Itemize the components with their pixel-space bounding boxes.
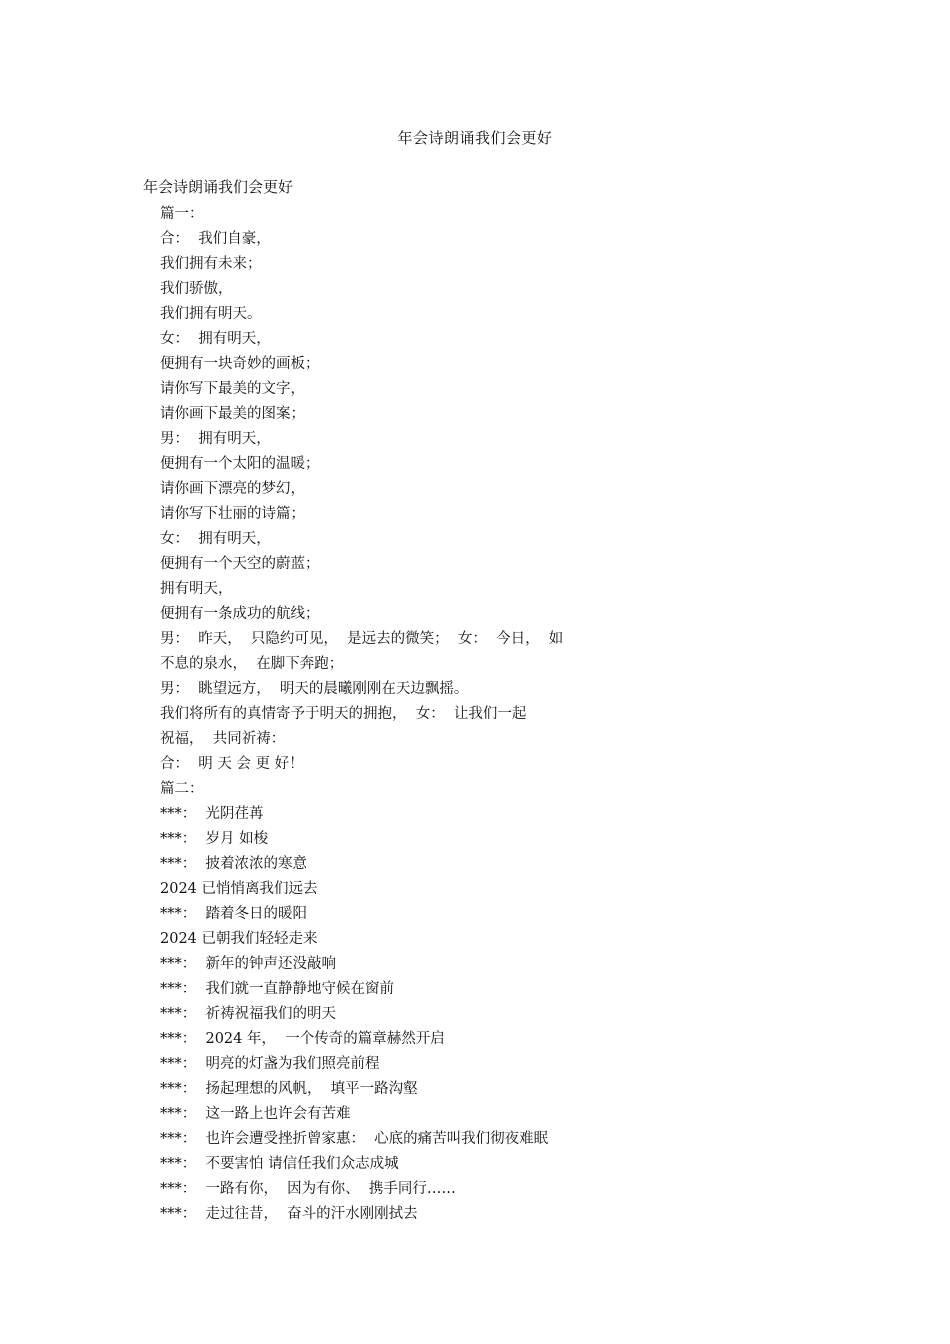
poem-line: 请你画下最美的图案； bbox=[160, 406, 305, 422]
poem-line: 请你写下壮丽的诗篇； bbox=[160, 506, 305, 522]
poem-line: ***： 扬起理想的风帆， 填平一路沟壑 bbox=[160, 1081, 418, 1097]
poem-line: 女： 拥有明天， bbox=[160, 331, 271, 347]
poem-line: 便拥有一块奇妙的画板； bbox=[160, 356, 320, 372]
poem-line: ***： 走过往昔， 奋斗的汗水刚刚拭去 bbox=[160, 1206, 418, 1222]
poem-line: ***： 也许会遭受挫折曾家惠： 心底的痛苦叫我们彻夜难眠 bbox=[160, 1131, 549, 1147]
poem-line: ***： 一路有你， 因为有你、 携手同行…… bbox=[160, 1181, 456, 1197]
poem-line: 女： 拥有明天， bbox=[160, 531, 271, 547]
poem-line: 男： 眺望远方， 明天的晨曦刚刚在天边飘摇。 bbox=[160, 681, 469, 697]
poem-line: 便拥有一个天空的蔚蓝； bbox=[160, 556, 320, 572]
poem-line: 便拥有一条成功的航线； bbox=[160, 606, 320, 622]
poem-line: ***： 祈祷祝福我们的明天 bbox=[160, 1006, 336, 1022]
document-title: 年会诗朗诵我们会更好 bbox=[397, 129, 553, 147]
poem-line: ***： 不要害怕 请信任我们众志成城 bbox=[160, 1156, 399, 1172]
poem-line: ***： 光阴荏苒 bbox=[160, 806, 264, 822]
poem-line: ***： 明亮的灯盏为我们照亮前程 bbox=[160, 1056, 380, 1072]
document-heading: 年会诗朗诵我们会更好 bbox=[143, 178, 294, 196]
poem-line: 篇二： bbox=[160, 781, 204, 797]
poem-line: 请你画下漂亮的梦幻， bbox=[160, 481, 305, 497]
poem-line: 男： 昨天， 只隐约可见， 是远去的微笑； 女： 今日， 如 bbox=[160, 631, 564, 647]
poem-line: ***： 2024 年， 一个传奇的篇章赫然开启 bbox=[160, 1031, 445, 1047]
poem-line: ***： 这一路上也许会有苦难 bbox=[160, 1106, 351, 1122]
poem-line: 2024 已朝我们轻轻走来 bbox=[160, 931, 318, 947]
poem-line: 我们骄傲， bbox=[160, 281, 233, 297]
poem-line: 篇一： bbox=[160, 206, 204, 222]
poem-line: 祝福， 共同祈祷： bbox=[160, 731, 286, 747]
poem-line: 我们拥有未来； bbox=[160, 256, 262, 272]
poem-line: 请你写下最美的文字， bbox=[160, 381, 305, 397]
poem-line: 合： 我们自豪， bbox=[160, 231, 271, 247]
poem-line: ***： 披着浓浓的寒意 bbox=[160, 856, 307, 872]
poem-line: 便拥有一个太阳的温暖； bbox=[160, 456, 320, 472]
poem-line: 拥有明天， bbox=[160, 581, 233, 597]
poem-line: 我们将所有的真情寄予于明天的拥抱， 女： 让我们一起 bbox=[160, 706, 527, 722]
poem-line: 2024 已悄悄离我们远去 bbox=[160, 881, 318, 897]
poem-line: 不息的泉水， 在脚下奔跑； bbox=[160, 656, 344, 672]
poem-line: ***： 踏着冬日的暖阳 bbox=[160, 906, 307, 922]
poem-line: 合： 明 天 会 更 好！ bbox=[160, 756, 304, 772]
poem-body bbox=[160, 202, 620, 1227]
poem-line: 男： 拥有明天， bbox=[160, 431, 271, 447]
poem-line: ***： 新年的钟声还没敲响 bbox=[160, 956, 336, 972]
poem-line: ***： 我们就一直静静地守候在窗前 bbox=[160, 981, 394, 997]
poem-line: 我们拥有明天。 bbox=[160, 306, 262, 322]
poem-line: ***： 岁月 如梭 bbox=[160, 831, 269, 847]
